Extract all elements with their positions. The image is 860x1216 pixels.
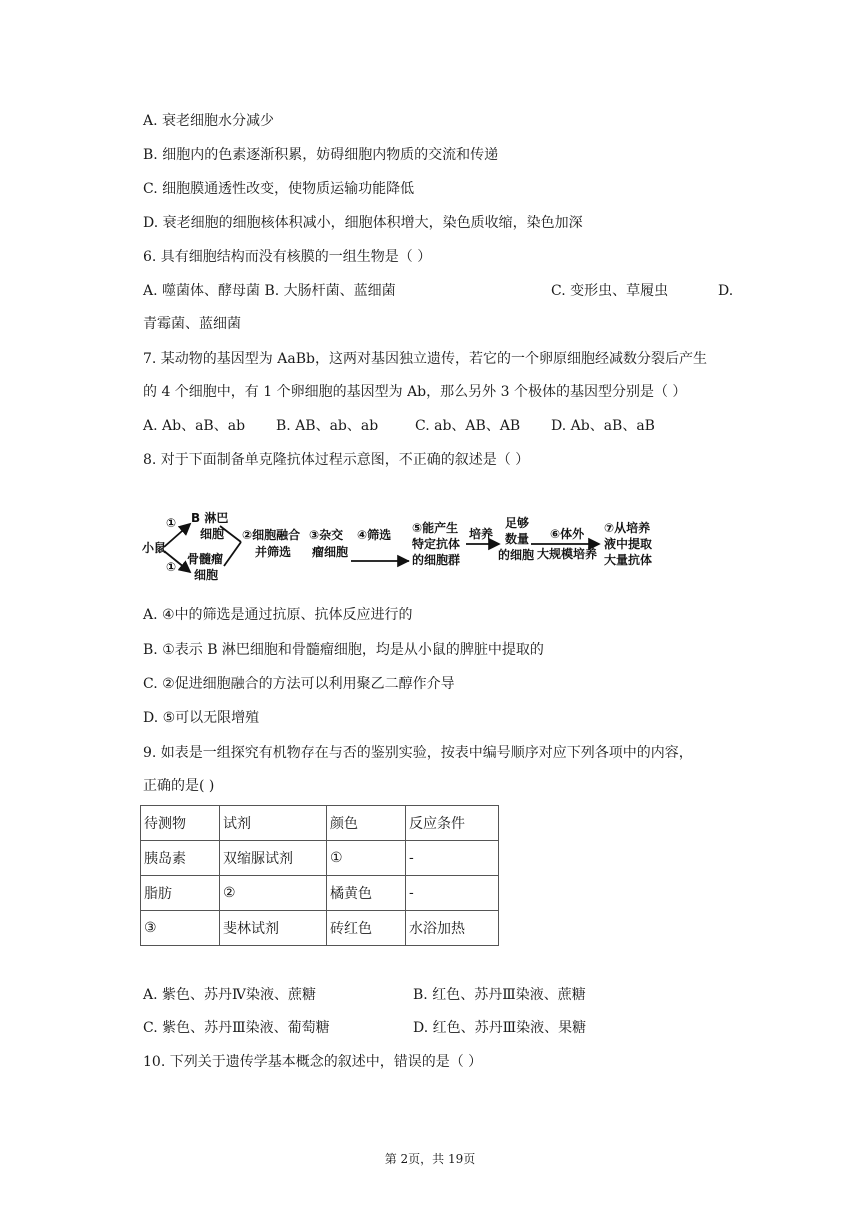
table-row (141, 841, 499, 876)
table-cell: 橘黄色 (327, 876, 406, 911)
table-cell: ③ (141, 911, 220, 946)
table-cell: 斐林试剂 (220, 911, 327, 946)
q9-stem-line1: 9. 如表是一组探究有机物存在与否的鉴别实验，按表中编号顺序对应下列各项中的内容， (143, 745, 693, 761)
table-cell: 胰岛素 (141, 841, 220, 876)
step7-label-2: 液中提取 (604, 537, 653, 551)
reagent-table (140, 805, 499, 946)
q8-option-a: A. ④中的筛选是通过抗原、抗体反应进行的 (143, 607, 413, 623)
step4-label: ④筛选 (357, 528, 392, 542)
step5-label-1: ⑤能产生 (412, 521, 459, 535)
myeloma-label-2: 细胞 (194, 568, 219, 582)
q7-option-b: B. AB、ab、ab (276, 418, 379, 434)
step6-label-1: ⑥体外 (550, 527, 585, 541)
step6-label-2: 大规模培养 (537, 547, 598, 561)
step7-label-1: ⑦从培养 (604, 521, 651, 535)
step1-top-number: ① (166, 516, 177, 530)
q9-stem-line2: 正确的是( ) (143, 778, 215, 794)
q5-option-a: A. 衰老细胞水分减少 (143, 113, 275, 129)
q9-option-d: D. 红色、苏丹Ⅲ染液、果糖 (413, 1020, 587, 1036)
table-cell: 砖红色 (327, 911, 406, 946)
step2-label-1: ②细胞融合 (242, 528, 301, 542)
q5-option-d: D. 衰老细胞的细胞核体积减小，细胞体积增大，染色质收缩，染色加深 (143, 215, 583, 231)
q7-stem-line2: 的 4 个细胞中，有 1 个卵细胞的基因型为 Ab，那么另外 3 个极体的基因型分别是（ ） (143, 384, 687, 400)
q7-option-d: D. Ab、aB、aB (551, 418, 655, 434)
q5-option-c: C. 细胞膜通透性改变，使物质运输功能降低 (143, 181, 415, 197)
step3-label-2: 瘤细胞 (312, 545, 349, 559)
step2-label-2: 并筛选 (255, 545, 292, 559)
step1-bottom-number: ① (166, 560, 177, 574)
myeloma-label-1: 骨髓瘤 (187, 552, 224, 566)
q8-option-b: B. ①表示 B 淋巴细胞和骨髓瘤细胞，均是从小鼠的脾脏中提取的 (143, 642, 544, 658)
q6-options-ab: A. 噬菌体、酵母菌 B. 大肠杆菌、蓝细菌 (143, 283, 396, 299)
q7-stem-line1: 7. 某动物的基因型为 AaBb，这两对基因独立遗传，若它的一个卵原细胞经减数分裂后产生 (143, 351, 707, 367)
table-cell: ② (220, 876, 327, 911)
page-footer: 第 2页，共 19页 (384, 1152, 476, 1166)
b-cell-label-2: 细胞 (200, 527, 225, 541)
step5-label-2: 特定抗体 (412, 537, 461, 551)
b-cell-label-1: B 淋巴 (191, 511, 229, 525)
table-cell: 脂肪 (141, 876, 220, 911)
table-cell: ① (327, 841, 406, 876)
step3-label-1: ③杂交 (309, 528, 344, 542)
q8-option-d: D. ⑤可以无限增殖 (143, 710, 260, 726)
table-row (141, 806, 499, 841)
table-cell: 试剂 (220, 806, 327, 841)
table-row (141, 876, 499, 911)
q8-stem: 8. 对于下面制备单克隆抗体过程示意图，不正确的叙述是（ ） (143, 452, 530, 468)
monoclonal-antibody-flow-diagram (142, 510, 662, 584)
q7-option-a: A. Ab、aB、ab (143, 418, 246, 434)
q8-option-c: C. ②促进细胞融合的方法可以利用聚乙二醇作介导 (143, 676, 455, 692)
merge-line-bottom (224, 542, 241, 566)
step5-label-3: 的细胞群 (412, 553, 461, 567)
table-cell: - (406, 841, 499, 876)
q6-option-d-label: D. (718, 283, 734, 299)
enough-label-2: 数量 (505, 532, 530, 546)
enough-label-3: 的细胞 (498, 548, 535, 562)
table-cell: 反应条件 (406, 806, 499, 841)
q9-option-c: C. 紫色、苏丹Ⅲ染液、葡萄糖 (143, 1020, 330, 1036)
step7-label-3: 大量抗体 (604, 553, 653, 567)
table-cell: 双缩脲试剂 (220, 841, 327, 876)
enough-label-1: 足够 (505, 516, 530, 530)
table-cell: 水浴加热 (406, 911, 499, 946)
culture-label: 培养 (469, 527, 494, 541)
q6-option-c: C. 变形虫、草履虫 (551, 283, 669, 299)
q7-option-c: C. ab、AB、AB (415, 418, 521, 434)
q5-option-b: B. 细胞内的色素逐渐积累，妨碍细胞内物质的交流和传递 (143, 147, 499, 163)
q6-stem: 6. 具有细胞结构而没有核膜的一组生物是（ ） (143, 249, 432, 265)
table-cell: 待测物 (141, 806, 220, 841)
q9-option-b: B. 红色、苏丹Ⅲ染液、蔗糖 (413, 987, 586, 1003)
q10-stem: 10. 下列关于遗传学基本概念的叙述中，错误的是（ ） (143, 1054, 483, 1070)
table-cell: - (406, 876, 499, 911)
mouse-label: 小鼠 (142, 541, 167, 555)
table-cell: 颜色 (327, 806, 406, 841)
q6-option-d-text: 青霉菌、蓝细菌 (143, 316, 241, 332)
q9-option-a: A. 紫色、苏丹Ⅳ染液、蔗糖 (143, 987, 316, 1003)
table-row (141, 911, 499, 946)
